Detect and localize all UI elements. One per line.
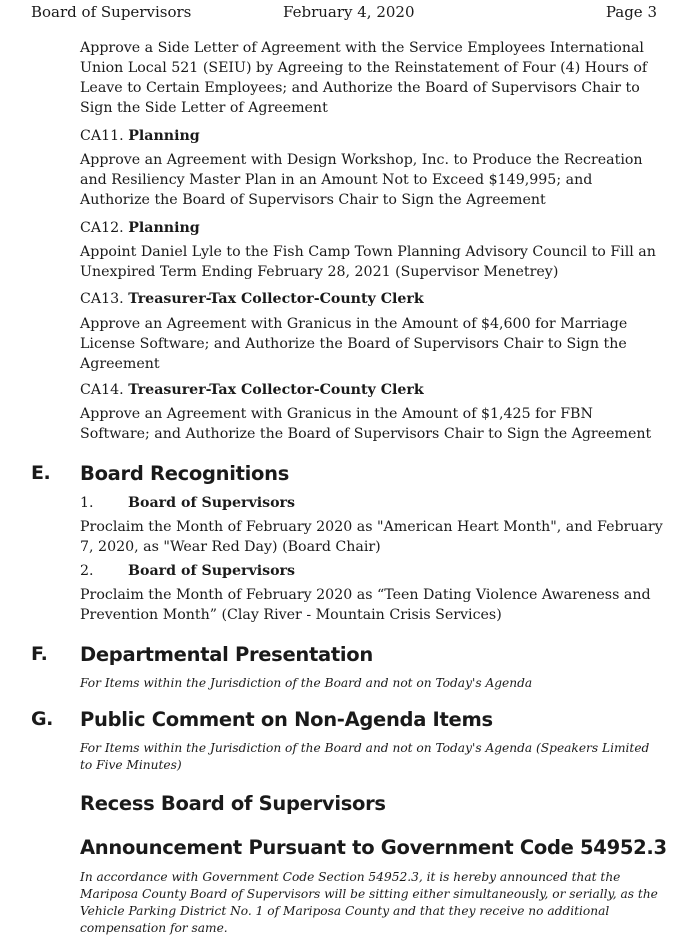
ca14-number: CA14. — [80, 382, 124, 398]
announcement-title: Announcement Pursuant to Government Code 54952.3 — [80, 836, 667, 859]
section-f-letter: F. — [31, 643, 48, 665]
ca13-description: Approve an Agreement with Granicus in the Amount of $4,600 for Marriage License Software; and Authorize the Board of Supervisors Chair to Sign the Agreement — [80, 316, 628, 372]
ca12-description: Appoint Daniel Lyle to the Fish Camp Town Planning Advisory Council to Fill an Unexpired Term Ending February 28, 2021 (Supervisor Menetrey) — [80, 244, 656, 280]
section-f-note: For Items within the Jurisdiction of the Board and not on Today's Agenda — [80, 676, 533, 690]
header-body-name: Board of Supervisors — [31, 3, 192, 21]
header-page-number: Page 3 — [605, 3, 657, 21]
recognition-2-label: Board of Supervisors — [128, 563, 296, 579]
ca14-department: Treasurer-Tax Collector-County Clerk — [128, 382, 424, 398]
ca11-description: Approve an Agreement with Design Workshop, Inc. to Produce the Recreation and Resiliency Master Plan in an Amount Not to Exceed $149,995; and Authorize the Board of Supervisors Chair to Sign the Agreement — [80, 152, 643, 208]
ca13-department: Treasurer-Tax Collector-County Clerk — [128, 291, 424, 307]
ca12-heading — [80, 218, 200, 238]
ca10-description: Approve a Side Letter of Agreement with the Service Employees International Union Local 521 (SEIU) by Agreeing to the Reinstatement of Four (4) Hours of Leave to Certain Employees; and Authorize the Board of Supervisors Chair to Sign the Side Letter of Agreement — [80, 40, 648, 116]
recognition-1-description: Proclaim the Month of February 2020 as "American Heart Month", and February 7, 2020, as "Wear Red Day) (Board Chair) — [80, 519, 663, 555]
ca12-number: CA12. — [80, 220, 124, 236]
ca14-heading — [80, 380, 424, 400]
recognition-1-label: Board of Supervisors — [128, 495, 296, 511]
ca13-heading — [80, 289, 424, 309]
ca13-number: CA13. — [80, 291, 124, 307]
section-f-title: Departmental Presentation — [80, 643, 373, 666]
header-date: February 4, 2020 — [283, 3, 415, 21]
ca12-department: Planning — [128, 220, 200, 236]
section-g-note: For Items within the Jurisdiction of the Board and not on Today's Agenda (Speakers Limited to Five Minutes) — [80, 741, 650, 772]
section-g-letter: G. — [31, 708, 53, 730]
recognition-2-description: Proclaim the Month of February 2020 as “Teen Dating Violence Awareness and Prevention Month” (Clay River - Mountain Crisis Services) — [80, 587, 651, 623]
section-g-title: Public Comment on Non-Agenda Items — [80, 708, 493, 731]
ca11-heading — [80, 126, 200, 146]
announcement-text: In accordance with Government Code Section 54952.3, it is hereby announced that the Mariposa County Board of Supervisors will be sitting either simultaneously, or serially, as the Vehicle Parking District No. 1 of Mariposa County and that they receive no additional compensation for same. — [80, 870, 658, 935]
recognition-2-number: 2. — [80, 563, 94, 579]
ca11-department: Planning — [128, 128, 200, 144]
page-header — [0, 3, 680, 23]
section-e-title: Board Recognitions — [80, 462, 289, 485]
recognition-1-number: 1. — [80, 495, 94, 511]
section-e-letter: E. — [31, 462, 51, 484]
recess-title: Recess Board of Supervisors — [80, 792, 386, 815]
ca11-number: CA11. — [80, 128, 124, 144]
ca14-description: Approve an Agreement with Granicus in the Amount of $1,425 for FBN Software; and Authorize the Board of Supervisors Chair to Sign the Agreement — [80, 406, 652, 442]
